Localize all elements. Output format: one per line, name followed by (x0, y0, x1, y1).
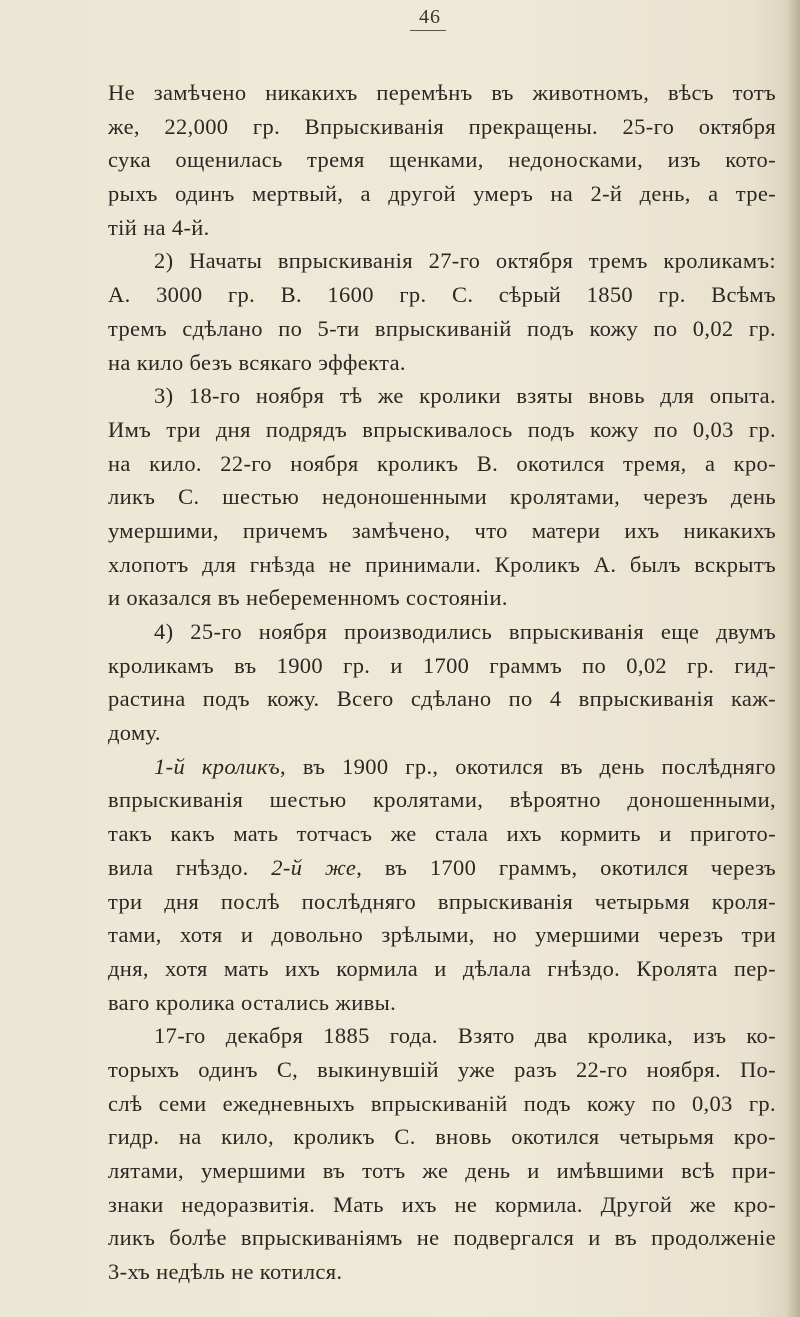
text-line: знаки недоразвитія. Мать ихъ не кормила. Другой же кро- (108, 1191, 776, 1217)
text-line: же, 22,000 гр. Впрыскиванія прекращены. 25-го октября (108, 113, 776, 139)
text-line: тремъ сдѣлано по 5-ти впрыскиваній подъ кожу по 0,02 гр. (108, 315, 776, 341)
page-number: 46 (419, 6, 441, 28)
text-line: гидр. на кило, кроликъ C. вновь окотился четырьмя кро- (108, 1124, 776, 1150)
text-line: слѣ семи ежедневныхъ впрыскиваній подъ кожу по 0,03 гр. (108, 1090, 776, 1116)
text-line: на кило. 22-го ноября кроликъ B. окотился тремя, а кро- (108, 450, 776, 476)
text-line: тій на 4-й. (108, 214, 210, 240)
text-line: 4) 25-го ноября производились впрыскиванія еще двумъ (154, 619, 776, 644)
text-line: кроликамъ въ 1900 гр. и 1700 граммъ по 0,02 гр. гид- (108, 652, 776, 678)
text-line: три дня послѣ послѣдняго впрыскиванія четырьмя кроля- (108, 888, 776, 914)
text-line: сука ощенилась тремя щенками, недоносками, изъ кото- (108, 147, 776, 173)
text-line: 3) 18-го ноября тѣ же кролики взяты вновь для опыта. (154, 383, 776, 409)
body-text (108, 76, 776, 1289)
text-line: торыхъ одинъ C, выкинувшій уже разъ 22-го ноября. По- (108, 1056, 776, 1082)
text-line: такъ какъ мать тотчасъ же стала ихъ кормить и пригото- (108, 821, 776, 847)
text-line: ваго кролика остались живы. (108, 989, 397, 1015)
text-line: вила гнѣздо. 2-й же, въ 1700 граммъ, окотился черезъ (108, 854, 776, 880)
text-line: Не замѣчено никакихъ перемѣнъ въ животномъ, вѣсъ тотъ (108, 80, 776, 105)
text-line: 17-го декабря 1885 года. Взято два кролика, изъ ко- (154, 1023, 776, 1049)
text-line: впрыскиванія шестью кролятами, вѣроятно доношенными, (108, 787, 776, 813)
text-line: умершими, причемъ замѣчено, что матери ихъ никакихъ (108, 517, 776, 543)
text-line: 3-хъ недѣль не котился. (108, 1259, 343, 1285)
text-line: лятами, умершими въ тотъ же день и имѣвшими всѣ при- (108, 1158, 776, 1183)
text-line: дому. (108, 720, 161, 746)
text-line: ликъ болѣе впрыскиваніямъ не подвергался и въ продолженіе (108, 1225, 776, 1251)
text-line: рыхъ одинъ мертвый, а другой умеръ на 2-й день, а тре- (108, 181, 776, 207)
text-line: Имъ три дня подрядъ впрыскивалось подъ кожу по 0,03 гр. (108, 416, 776, 442)
text-line: тами, хотя и довольно зрѣлыми, но умершими черезъ три (108, 922, 776, 948)
text-line: растина подъ кожу. Всего сдѣлано по 4 впрыскиванія каж- (108, 686, 776, 712)
text-line: A. 3000 гр. B. 1600 гр. C. сѣрый 1850 гр. Всѣмъ (108, 282, 776, 308)
text-line: на кило безъ всякаго эффекта. (108, 349, 406, 375)
page-edge-shadow (786, 0, 800, 1317)
text-line: 1-й кроликъ, въ 1900 гр., окотился въ день послѣдняго (154, 753, 776, 779)
page-number-rule (410, 30, 446, 31)
text-line: ликъ C. шестью недоношенными кролятами, черезъ день (108, 484, 776, 510)
text-line: дня, хотя мать ихъ кормила и дѣлала гнѣздо. Кролята пер- (108, 955, 776, 981)
text-line: 2) Начаты впрыскиванія 27-го октября тремъ кроликамъ: (154, 248, 776, 274)
text-line: и оказался въ небеременномъ состояніи. (108, 585, 508, 611)
text-line: хлопотъ для гнѣзда не принимали. Кроликъ A. былъ вскрытъ (108, 551, 776, 577)
